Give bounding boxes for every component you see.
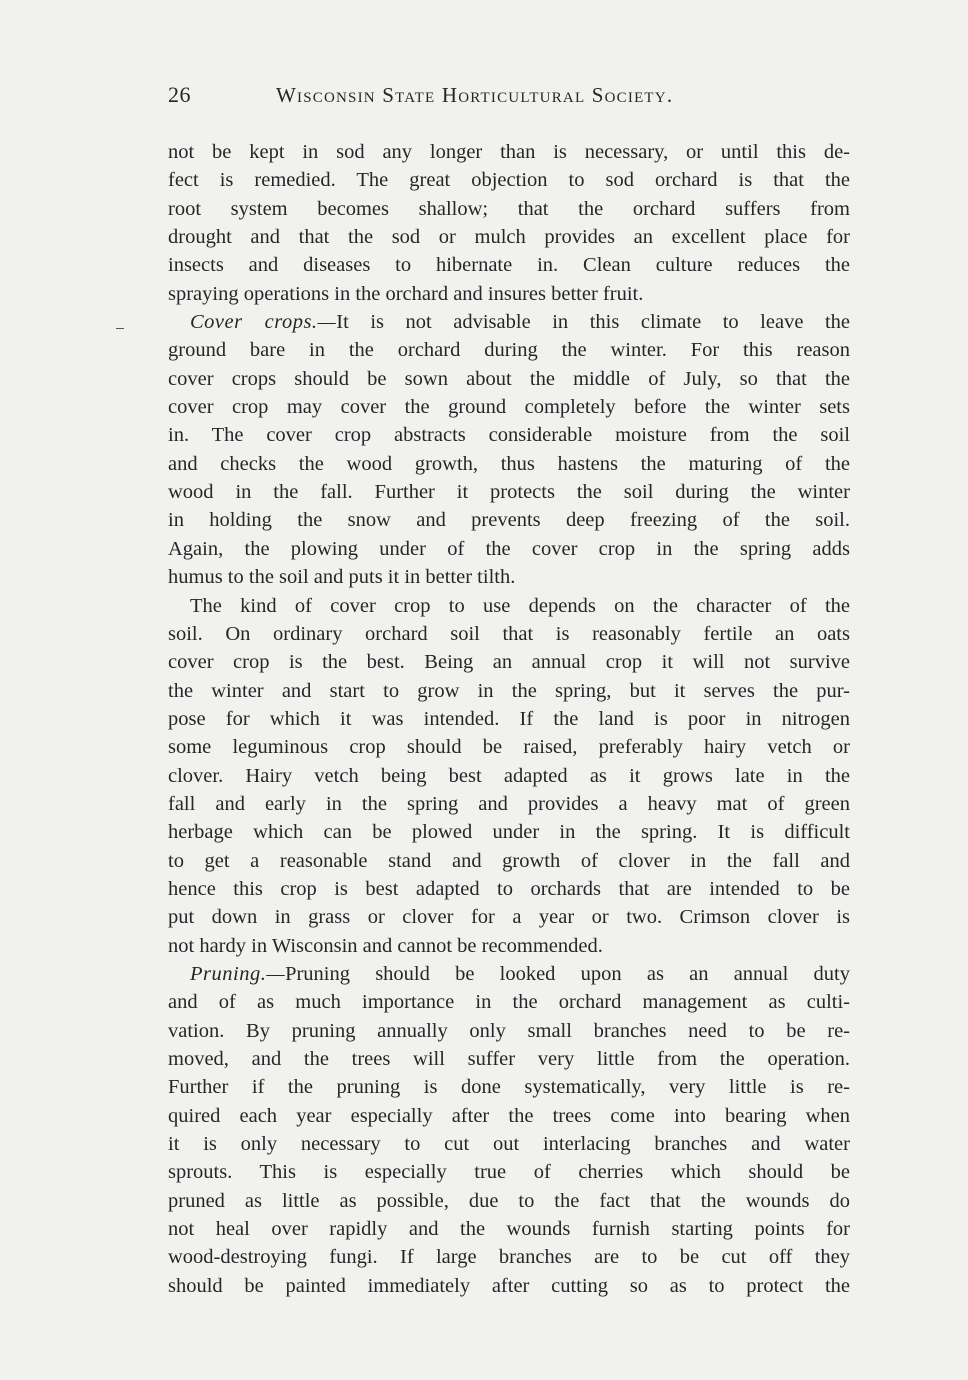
text-line: The kind of cover crop to use depends on the character of the xyxy=(190,594,850,617)
text-line: fall and early in the spring and provides a heavy mat of green xyxy=(168,792,850,815)
text-line: wood-destroying fungi. If large branches are to be cut off they xyxy=(168,1246,850,1269)
text-line: cover crop is the best. Being an annual crop it will not survive xyxy=(168,651,850,674)
text-fragment: Pruning should be looked upon as an annual duty xyxy=(285,962,850,985)
text-line: moved, and the trees will suffer very little from the operation. xyxy=(168,1048,850,1070)
paragraph-pruning-first-line xyxy=(168,960,850,988)
text-line: vation. By pruning annually only small branches need to be re- xyxy=(168,1019,850,1042)
text-line: to get a reasonable stand and growth of clover in the fall and xyxy=(168,849,850,872)
page-header xyxy=(168,82,850,112)
text-line: sprouts. This is especially true of cherries which should be xyxy=(168,1161,850,1184)
text-line: it is only necessary to cut out interlacing branches and water xyxy=(168,1133,850,1156)
body-text xyxy=(168,138,850,1300)
text-line: drought and that the sod or mulch provides an excellent place for xyxy=(168,226,850,249)
running-head: Wisconsin State Horticultural Society. xyxy=(276,83,674,107)
text-line: quired each year especially after the trees come into bearing when xyxy=(168,1104,850,1127)
text-line: Again, the plowing under of the cover crop in the spring adds xyxy=(168,537,850,560)
paragraph-cover-crops-first-line xyxy=(168,308,850,336)
text-line: in holding the snow and prevents deep freezing of the soil. xyxy=(168,509,850,532)
text-line: hence this crop is best adapted to orchards that are intended to be xyxy=(168,877,850,900)
text-line: some leguminous crop should be raised, preferably hairy vetch or xyxy=(168,736,850,759)
text-line: humus to the soil and puts it in better tilth. xyxy=(168,566,516,589)
text-line: not heal over rapidly and the wounds furnish starting points for xyxy=(168,1218,850,1241)
margin-mark xyxy=(116,328,124,329)
text-line: spraying operations in the orchard and insures better fruit. xyxy=(168,282,644,305)
text-line: soil. On ordinary orchard soil that is reasonably fertile an oats xyxy=(168,622,850,645)
text-line: and of as much importance in the orchard management as culti- xyxy=(168,991,850,1014)
text-line: insects and diseases to hibernate in. Clean culture reduces the xyxy=(168,254,850,277)
text-line: root system becomes shallow; that the orchard suffers from xyxy=(168,197,850,220)
text-line: should be painted immediately after cutting so as to protect the xyxy=(168,1274,850,1297)
text-line: and checks the wood growth, thus hastens the maturing of the xyxy=(168,452,850,475)
text-line: cover crop may cover the ground completely before the winter sets xyxy=(168,396,850,419)
text-fragment: It is not advisable in this climate to leave the xyxy=(336,311,850,334)
text-line: in. The cover crop abstracts considerable moisture from the soil xyxy=(168,424,850,447)
text-line: pose for which it was intended. If the land is poor in nitrogen xyxy=(168,707,850,730)
section-heading-pruning: Pruning.— xyxy=(190,962,286,985)
text-line: fect is remedied. The great objection to sod orchard is that the xyxy=(168,169,850,192)
section-heading-cover-crops: Cover crops.— xyxy=(190,311,337,334)
text-line: not be kept in sod any longer than is necessary, or until this de- xyxy=(168,141,850,163)
text-line: Further if the pruning is done systematically, very little is re- xyxy=(168,1076,850,1099)
text-line: clover. Hairy vetch being best adapted as it grows late in the xyxy=(168,764,850,787)
text-line: not hardy in Wisconsin and cannot be recommended. xyxy=(168,934,603,957)
text-line: herbage which can be plowed under in the spring. It is difficult xyxy=(168,821,850,844)
text-line: pruned as little as possible, due to the fact that the wounds do xyxy=(168,1189,850,1212)
text-line: the winter and start to grow in the spring, but it serves the pur- xyxy=(168,679,850,702)
page-number: 26 xyxy=(168,82,191,107)
text-line: wood in the fall. Further it protects the soil during the winter xyxy=(168,481,850,504)
text-line: put down in grass or clover for a year or two. Crimson clover is xyxy=(168,906,850,929)
text-line: cover crops should be sown about the middle of July, so that the xyxy=(168,367,850,390)
text-line: ground bare in the orchard during the winter. For this reason xyxy=(168,339,850,362)
